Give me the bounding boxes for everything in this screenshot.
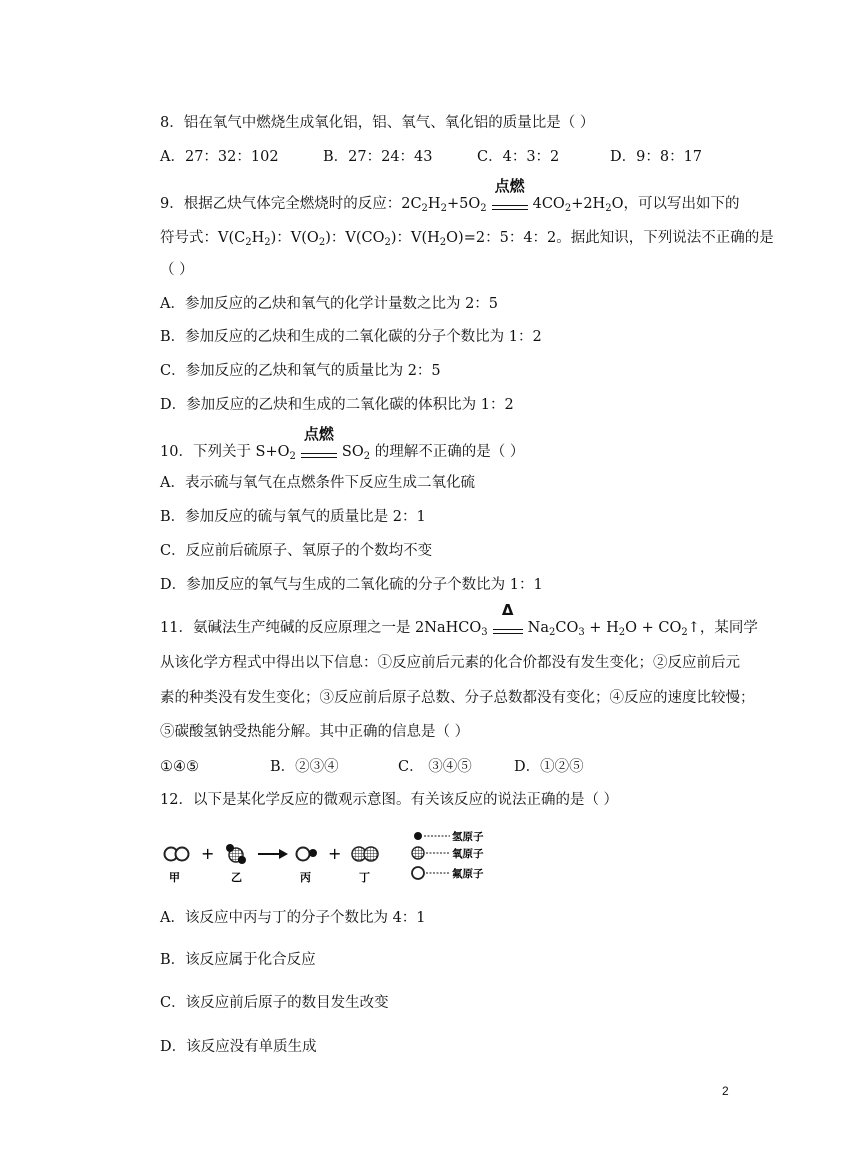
reaction-arrow	[258, 849, 288, 859]
reaction-diagram-svg	[160, 826, 520, 888]
q8-option-b: B．27：24：43	[323, 149, 433, 165]
q12-option-b: B．该反应属于化合反应	[160, 952, 316, 968]
q8-option-a: A．27：32：102	[160, 149, 279, 165]
q9-stem-line1: 9．根据乙炔气体完全燃烧时的反应：$2C_2H_2+5O_2$ 点燃 $4CO_2+2H_2O$，可以写出如下的	[160, 177, 740, 214]
q11-stem-line1: 11．氨碱法生产纯碱的反应原理之一是 2NaHCO$_3$ Δ $Na_2CO_3 + H_2O$ + $CO_2↑$，某同学	[160, 601, 758, 638]
q11-option-d: D．①②⑤	[514, 759, 584, 775]
q11-stem-line4: ⑤碳酸氢钠受热能分解。其中正确的信息是（ ）	[160, 724, 470, 740]
q11-option-c: C． ③④⑤	[398, 759, 472, 775]
legend-oxygen: 氧原子	[452, 848, 484, 860]
q9-option-a: A．参加反应的乙炔和氧气的化学计量数之比为 2：5	[160, 296, 499, 312]
q11-option-b: B．②③④	[270, 759, 339, 775]
q10-option-c: C．反应前后硫原子、氧原子的个数均不变	[160, 543, 433, 559]
q9-option-b: B．参加反应的乙炔和生成的二氧化碳的分子个数比为 1：2	[160, 329, 542, 345]
plus-sign: +	[201, 844, 215, 863]
q11-option-a: ①④⑤	[160, 759, 199, 775]
reaction-micro-diagram	[160, 826, 520, 888]
legend-fluorine: 氟原子	[452, 868, 484, 880]
q12-option-c: C．该反应前后原子的数目发生改变	[160, 995, 389, 1011]
q12-option-a: A．该反应中丙与丁的分子个数比为 4：1	[160, 910, 426, 926]
q10-option-a: A．表示硫与氧气在点燃条件下反应生成二氧化硫	[160, 475, 475, 491]
label-yi: 乙	[231, 871, 242, 884]
page-number: 2	[722, 1084, 729, 1098]
q8-option-d: D．9：8：17	[610, 149, 703, 165]
q10-stem: 10．下列关于 $S+O_2$ 点燃 $SO_2$ 的理解不正确的是（ ）	[160, 425, 525, 462]
q9-option-d: D．参加反应的乙炔和生成的二氧化碳的体积比为 1：2	[160, 397, 514, 413]
legend-hydrogen: 氢原子	[452, 831, 484, 843]
label-ding: 丁	[359, 871, 370, 884]
molecule-ding	[352, 847, 378, 861]
q9-stem-line2: 符号式：$V(C_2H_2)$：$V(O_2)$：$V(CO_2)$：$V(H_2O)=2$：5：4：2。据此知识，下列说法不正确的是	[160, 230, 774, 248]
q8-stem: 8．铝在氧气中燃烧生成氧化铝，铝、氧气、氧化铝的质量比是（ ）	[160, 115, 595, 131]
q10-option-d: D．参加反应的氧气与生成的二氧化硫的分子个数比为 1：1	[160, 577, 543, 593]
q9-option-c: C．参加反应的乙炔和氧气的质量比为 2：5	[160, 363, 441, 379]
label-bing: 丙	[300, 871, 311, 884]
q12-option-d: D．该反应没有单质生成	[160, 1039, 317, 1055]
molecule-bing	[297, 848, 318, 861]
q9-stem-line3: （ ）	[160, 262, 194, 278]
q8-option-c: C．4：3：2	[477, 149, 560, 165]
reaction-condition-ignite: 点燃	[299, 442, 339, 462]
legend	[412, 830, 484, 880]
q11-stem-line2: 从该化学方程式中得出以下信息：①反应前后元素的化合价都没有发生变化；②反应前后元	[160, 655, 740, 671]
q12-stem: 12．以下是某化学反应的微观示意图。有关该反应的说法正确的是（ ）	[160, 792, 619, 808]
q11-stem-line3: 素的种类没有发生变化；③反应前后原子总数、分子总数都没有变化；④反应的速度比较慢；	[160, 690, 755, 706]
reaction-condition-ignite: 点燃	[490, 194, 530, 214]
molecule-jia	[165, 848, 189, 861]
label-jia: 甲	[169, 871, 180, 884]
molecule-yi	[226, 844, 246, 864]
q10-option-b: B．参加反应的硫与氧气的质量比是 2：1	[160, 509, 426, 525]
reaction-condition-heat: Δ	[491, 618, 525, 638]
plus-sign: +	[328, 844, 342, 863]
